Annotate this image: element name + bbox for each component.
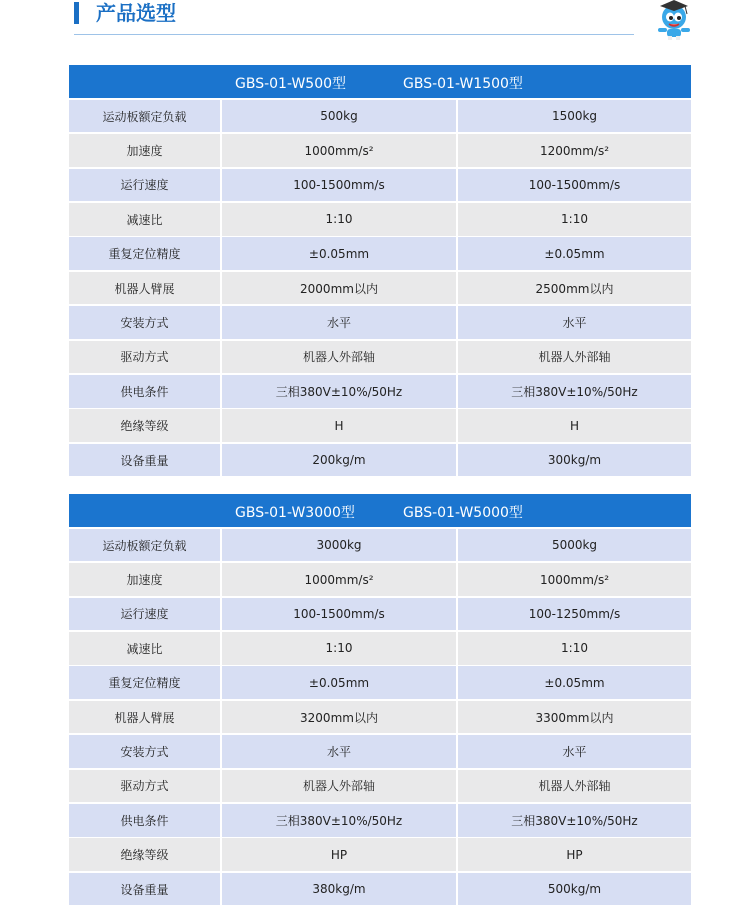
spec-value: H [222,409,456,442]
title-accent-bar [74,2,79,24]
spec-label: 绝缘等级 [69,838,220,871]
spec-value: 500kg/m [458,873,691,906]
table-row [69,409,691,442]
table-row [69,529,691,562]
spec-value: 三相380V±10%/50Hz [222,375,456,408]
spec-value: 1200mm/s² [458,134,691,167]
table-header [69,65,691,98]
spec-value: 机器人外部轴 [458,770,691,803]
spec-label: 重复定位精度 [69,237,220,270]
spec-value: 100-1500mm/s [222,598,456,631]
table-row [69,701,691,734]
spec-label: 重复定位精度 [69,666,220,699]
spec-value: 200kg/m [222,444,456,477]
page-header [0,0,751,50]
table-row [69,735,691,768]
spec-value: ±0.05mm [222,666,456,699]
spec-value: 三相380V±10%/50Hz [458,375,691,408]
spec-value: 1:10 [458,203,691,236]
spec-value: 3000kg [222,529,456,562]
spec-table-1 [69,65,691,476]
spec-value: HP [458,838,691,871]
spec-label: 供电条件 [69,375,220,408]
spec-value: 100-1250mm/s [458,598,691,631]
spec-label: 加速度 [69,563,220,596]
spec-label: 驱动方式 [69,341,220,374]
spec-value: 3200mm以内 [222,701,456,734]
spec-value: ±0.05mm [458,666,691,699]
spec-value: 1:10 [458,632,691,665]
model-name: GBS-01-W500型 [235,76,347,92]
table-row [69,203,691,236]
spec-value: ±0.05mm [222,237,456,270]
table-row [69,666,691,699]
spec-value: 水平 [458,306,691,339]
spec-value: 1000mm/s² [222,563,456,596]
table-row [69,563,691,596]
spec-label: 运动板额定负载 [69,529,220,562]
spec-label: 设备重量 [69,873,220,906]
spec-label: 减速比 [69,632,220,665]
table-row [69,272,691,305]
spec-label: 减速比 [69,203,220,236]
spec-label: 机器人臂展 [69,272,220,305]
spec-label: 运行速度 [69,169,220,202]
model-name: GBS-01-W5000型 [403,505,523,521]
spec-value: H [458,409,691,442]
table-row [69,134,691,167]
spec-value: 水平 [458,735,691,768]
spec-value: 三相380V±10%/50Hz [458,804,691,837]
table-row [69,598,691,631]
spec-label: 设备重量 [69,444,220,477]
spec-value: 1:10 [222,632,456,665]
spec-value: 三相380V±10%/50Hz [222,804,456,837]
spec-value: 机器人外部轴 [222,770,456,803]
spec-value: 100-1500mm/s [458,169,691,202]
spec-label: 安装方式 [69,735,220,768]
spec-value: 1000mm/s² [222,134,456,167]
spec-value: 100-1500mm/s [222,169,456,202]
table-row [69,444,691,477]
spec-value: 3300mm以内 [458,701,691,734]
spec-label: 驱动方式 [69,770,220,803]
spec-label: 运动板额定负载 [69,100,220,133]
spec-label: 运行速度 [69,598,220,631]
spec-value: 5000kg [458,529,691,562]
table-header [69,494,691,527]
spec-value: HP [222,838,456,871]
table-row [69,341,691,374]
spec-value: 机器人外部轴 [222,341,456,374]
spec-value: 2500mm以内 [458,272,691,305]
table-row [69,375,691,408]
spec-value: 1:10 [222,203,456,236]
table-row [69,873,691,906]
table-row [69,169,691,202]
model-name: GBS-01-W3000型 [235,505,355,521]
spec-value: 水平 [222,735,456,768]
spec-table-2 [69,494,691,905]
spec-label: 机器人臂展 [69,701,220,734]
spec-value: 300kg/m [458,444,691,477]
spec-value: 380kg/m [222,873,456,906]
spec-value: 500kg [222,100,456,133]
spec-label: 供电条件 [69,804,220,837]
spec-label: 加速度 [69,134,220,167]
table-row [69,838,691,871]
spec-value: 机器人外部轴 [458,341,691,374]
spec-value: ±0.05mm [458,237,691,270]
mascot-icon [652,0,696,40]
spec-value: 1000mm/s² [458,563,691,596]
page-title: 产品选型 [96,1,176,25]
spec-label: 安装方式 [69,306,220,339]
spec-value: 1500kg [458,100,691,133]
table-row [69,306,691,339]
table-row [69,237,691,270]
table-row [69,632,691,665]
table-row [69,770,691,803]
spec-value: 水平 [222,306,456,339]
title-divider [74,34,634,35]
spec-label: 绝缘等级 [69,409,220,442]
model-name: GBS-01-W1500型 [403,76,523,92]
spec-value: 2000mm以内 [222,272,456,305]
table-row [69,100,691,133]
table-row [69,804,691,837]
